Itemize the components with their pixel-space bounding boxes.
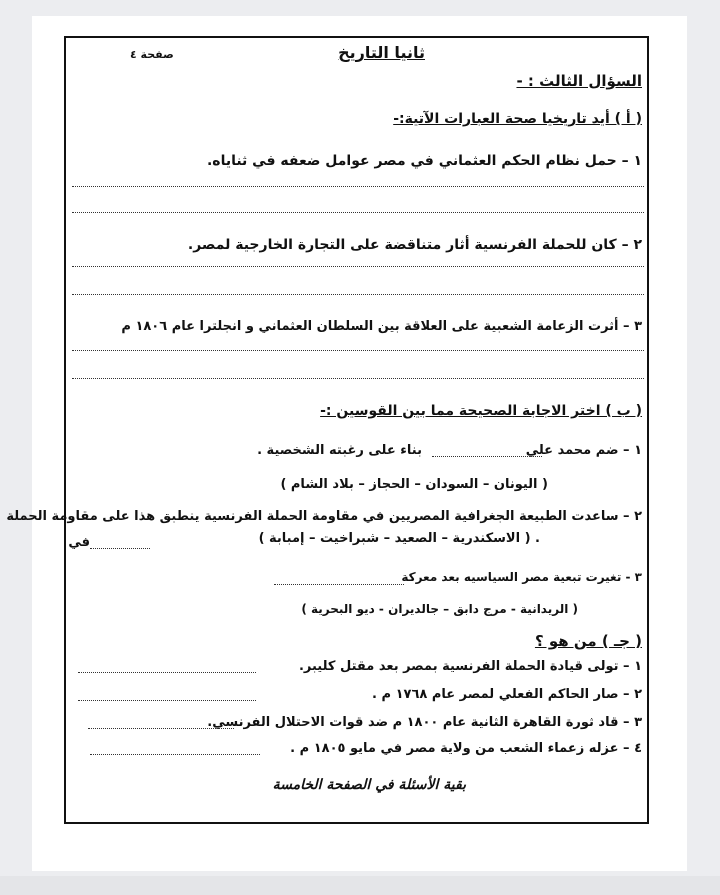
part-a-item-1: ١ – حمل نظام الحكم العثماني في مصر عوامل ضعفه في ثناياه. bbox=[206, 153, 642, 169]
part-b-item-2-line1: ٢ – ساعدت الطبيعة الجغرافية المصريين في مقاومة الحملة الفرنسية ينطبق هذا على مقاومة الحملة bbox=[6, 509, 642, 524]
part-b-item-3-options: ( الريدانية - مرج دابق – جالديران - ديو البحرية ) bbox=[301, 602, 578, 616]
answer-line bbox=[72, 378, 644, 379]
part-a-heading: ( أ ) أيد تاريخيا صحة العبارات الآتية:- bbox=[393, 111, 642, 127]
answer-line bbox=[72, 350, 644, 351]
blank-line bbox=[274, 584, 404, 585]
question-title: السؤال الثالث : - bbox=[516, 72, 642, 90]
answer-blank bbox=[78, 700, 256, 701]
part-b-item-3-prefix: ٣ - تغيرت تبعية مصر السياسيه بعد معركة bbox=[401, 570, 642, 584]
part-a-item-2: ٢ – كان للحملة الفرنسية أثار متناقضة على التجارة الخارجية لمصر. bbox=[187, 237, 642, 253]
part-c-heading: ( جـ ) من هو ؟ bbox=[534, 632, 642, 650]
footer-note: بقية الأسئلة في الصفحة الخامسة bbox=[272, 777, 466, 793]
answer-blank bbox=[78, 672, 256, 673]
blank-line bbox=[432, 456, 542, 457]
part-c-item-1: ١ – تولى قيادة الحملة الفرنسية بمصر بعد مقتل كليبر. bbox=[298, 659, 642, 674]
answer-blank bbox=[88, 728, 234, 729]
part-b-item-2-options: . ( الاسكندرية – الصعيد – شبراخيت – إمبابة ) bbox=[258, 531, 540, 546]
answer-line bbox=[72, 294, 644, 295]
blank-line bbox=[90, 548, 150, 549]
part-b-heading: ( ب ) اختر الاجابة الصحيحة مما بين القوسين :- bbox=[320, 403, 642, 419]
part-b-item-1-prefix: ١ – ضم محمد علي bbox=[525, 443, 642, 458]
section-title: ثانيا التاريخ bbox=[338, 43, 425, 62]
part-b-item-1-options: ( اليونان – السودان – الحجاز – بلاد الشام ) bbox=[280, 477, 548, 492]
part-c-item-4: ٤ – عزله زعماء الشعب من ولاية مصر في مايو ١٨٠٥ م . bbox=[290, 741, 642, 756]
page-label: صفحة ٤ bbox=[130, 48, 174, 61]
part-a-item-3: ٣ – أثرت الزعامة الشعبية على العلاقة بين السلطان العثماني و انجلترا عام ١٨٠٦ م bbox=[121, 319, 642, 334]
part-c-item-2: ٢ – صار الحاكم الفعلي لمصر عام ١٧٦٨ م . bbox=[372, 687, 642, 702]
answer-line bbox=[72, 266, 644, 267]
part-b-item-2-line2-prefix: في bbox=[68, 535, 90, 550]
part-b-item-1-suffix: بناء على رغبته الشخصية . bbox=[257, 443, 422, 458]
answer-line bbox=[72, 212, 644, 213]
part-c-item-3: ٣ – قاد ثورة القاهرة الثانية عام ١٨٠٠ م ضد قوات الاحتلال الفرنسي. bbox=[207, 715, 642, 730]
answer-blank bbox=[90, 754, 260, 755]
answer-line bbox=[72, 186, 644, 187]
next-page-edge bbox=[0, 876, 720, 895]
